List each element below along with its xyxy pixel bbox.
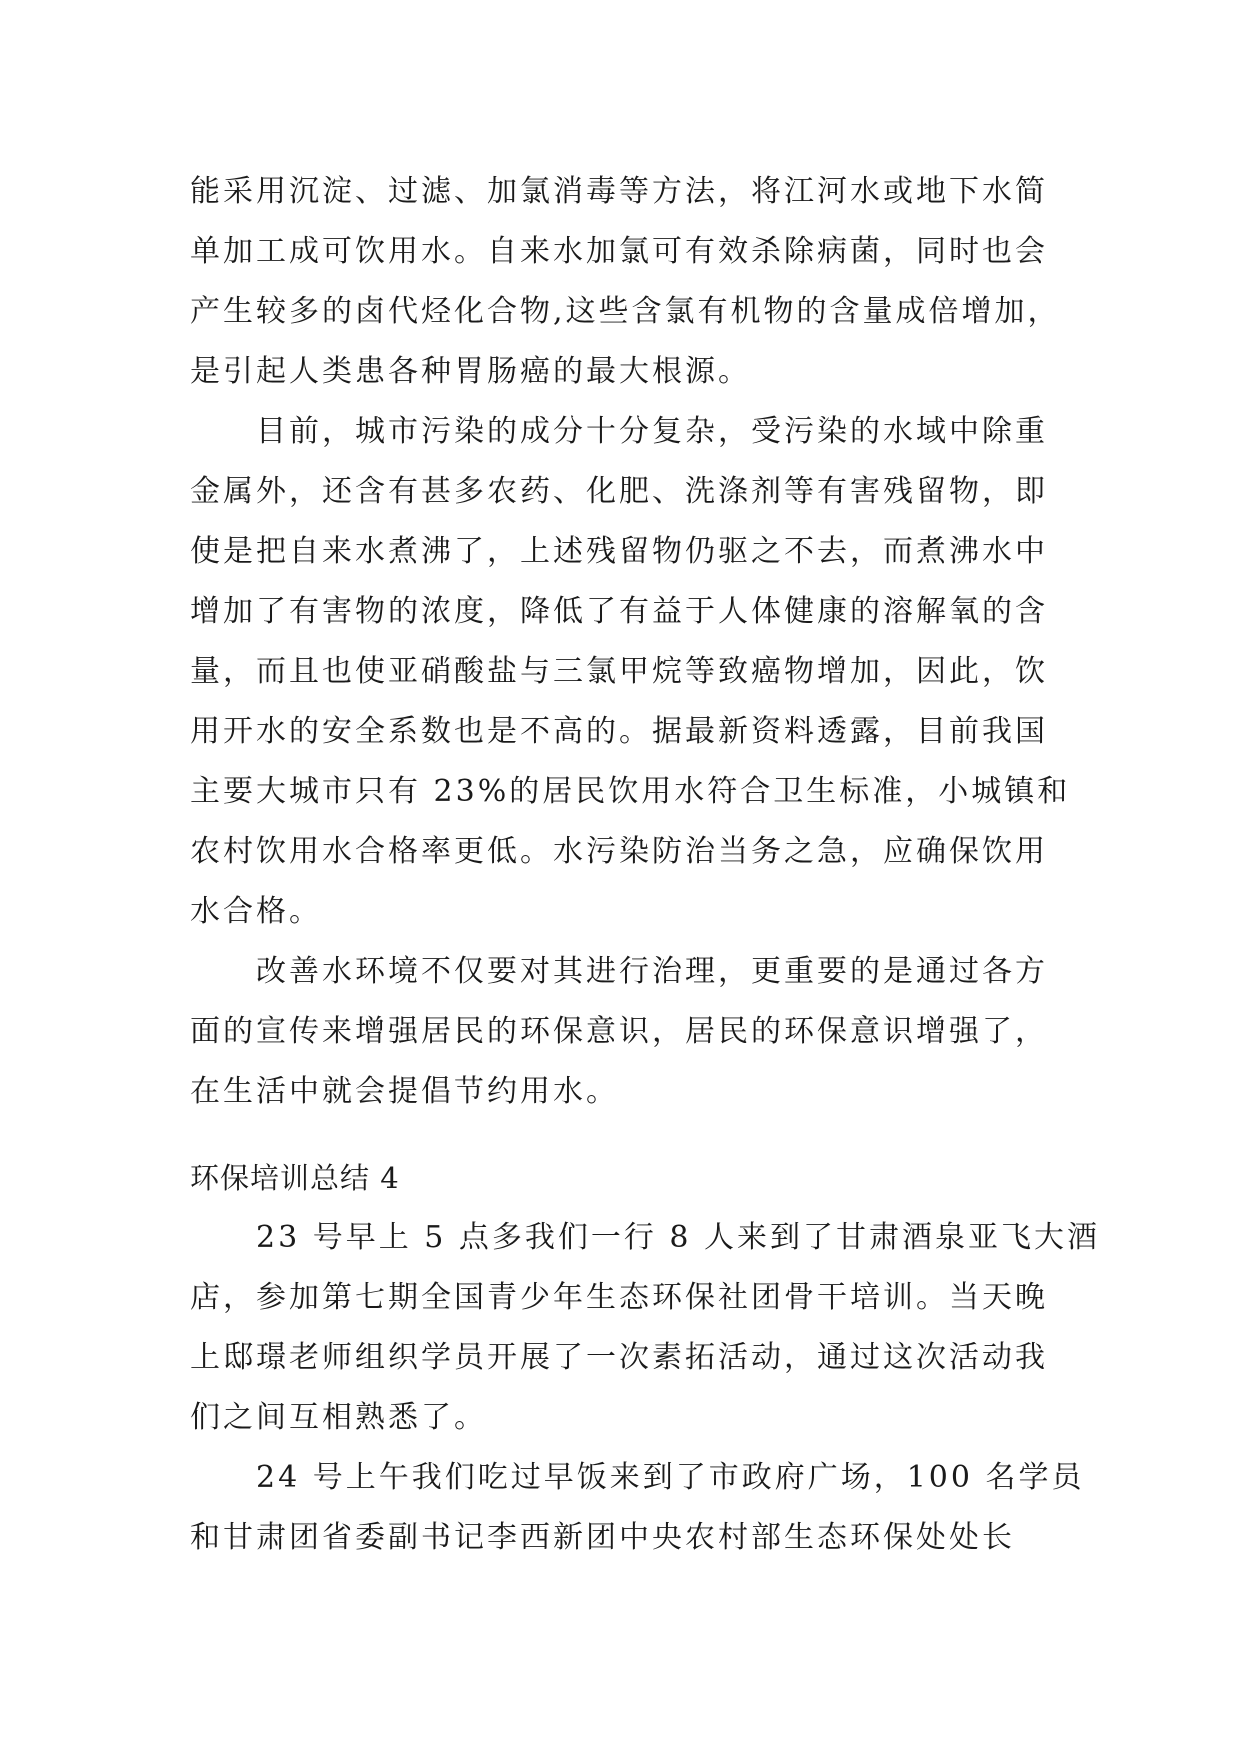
text-line: 产生较多的卤代烃化合物,这些含氯有机物的含量成倍增加， (190, 294, 1061, 329)
text-line: 金属外，还含有甚多农药、化肥、洗涤剂等有害残留物，即 (190, 474, 1048, 509)
text-line: 增加了有害物的浓度，降低了有益于人体健康的溶解氧的含 (190, 594, 1048, 629)
text-line: 上邸璟老师组织学员开展了一次素拓活动，通过这次活动我 (190, 1340, 1048, 1375)
section-title: 环保培训总结 4 (190, 1161, 400, 1195)
text-line: 用开水的安全系数也是不高的。据最新资料透露，目前我国 (190, 714, 1048, 749)
text-line: 店，参加第七期全国青少年生态环保社团骨干培训。当天晚 (190, 1280, 1048, 1315)
text-line: 改善水环境不仅要对其进行治理，更重要的是通过各方 (256, 954, 1048, 989)
text-line: 农村饮用水合格率更低。水污染防治当务之急，应确保饮用 (190, 834, 1048, 869)
text-line: 在生活中就会提倡节约用水。 (190, 1074, 619, 1109)
text-line: 目前，城市污染的成分十分复杂，受污染的水域中除重 (256, 414, 1048, 449)
text-line: 们之间互相熟悉了。 (190, 1400, 487, 1435)
text-line: 24 号上午我们吃过早饭来到了市政府广场，100 名学员 (256, 1460, 1085, 1495)
text-line: 23 号早上 5 点多我们一行 8 人来到了甘肃酒泉亚飞大酒 (256, 1220, 1101, 1255)
paragraph-water-treatment (190, 162, 1090, 402)
paragraph-environment-awareness (190, 942, 1090, 1122)
paragraph-day-24 (190, 1448, 1090, 1568)
text-line: 和甘肃团省委副书记李西新团中央农村部生态环保处处长 (190, 1520, 1015, 1555)
text-line: 是引起人类患各种胃肠癌的最大根源。 (190, 354, 751, 389)
text-line: 水合格。 (190, 894, 322, 929)
text-line: 使是把自来水煮沸了，上述残留物仍驱之不去，而煮沸水中 (190, 534, 1048, 569)
text-line: 主要大城市只有 23%的居民饮用水符合卫生标准，小城镇和 (190, 774, 1071, 809)
text-line: 单加工成可饮用水。自来水加氯可有效杀除病菌，同时也会 (190, 234, 1048, 269)
text-line: 能采用沉淀、过滤、加氯消毒等方法，将江河水或地下水简 (190, 174, 1048, 209)
text-line: 量，而且也使亚硝酸盐与三氯甲烷等致癌物增加，因此，饮 (190, 654, 1048, 689)
paragraph-day-23 (190, 1208, 1101, 1448)
paragraph-urban-pollution (190, 402, 1090, 942)
text-line: 面的宣传来增强居民的环保意识，居民的环保意识增强了， (190, 1014, 1048, 1049)
